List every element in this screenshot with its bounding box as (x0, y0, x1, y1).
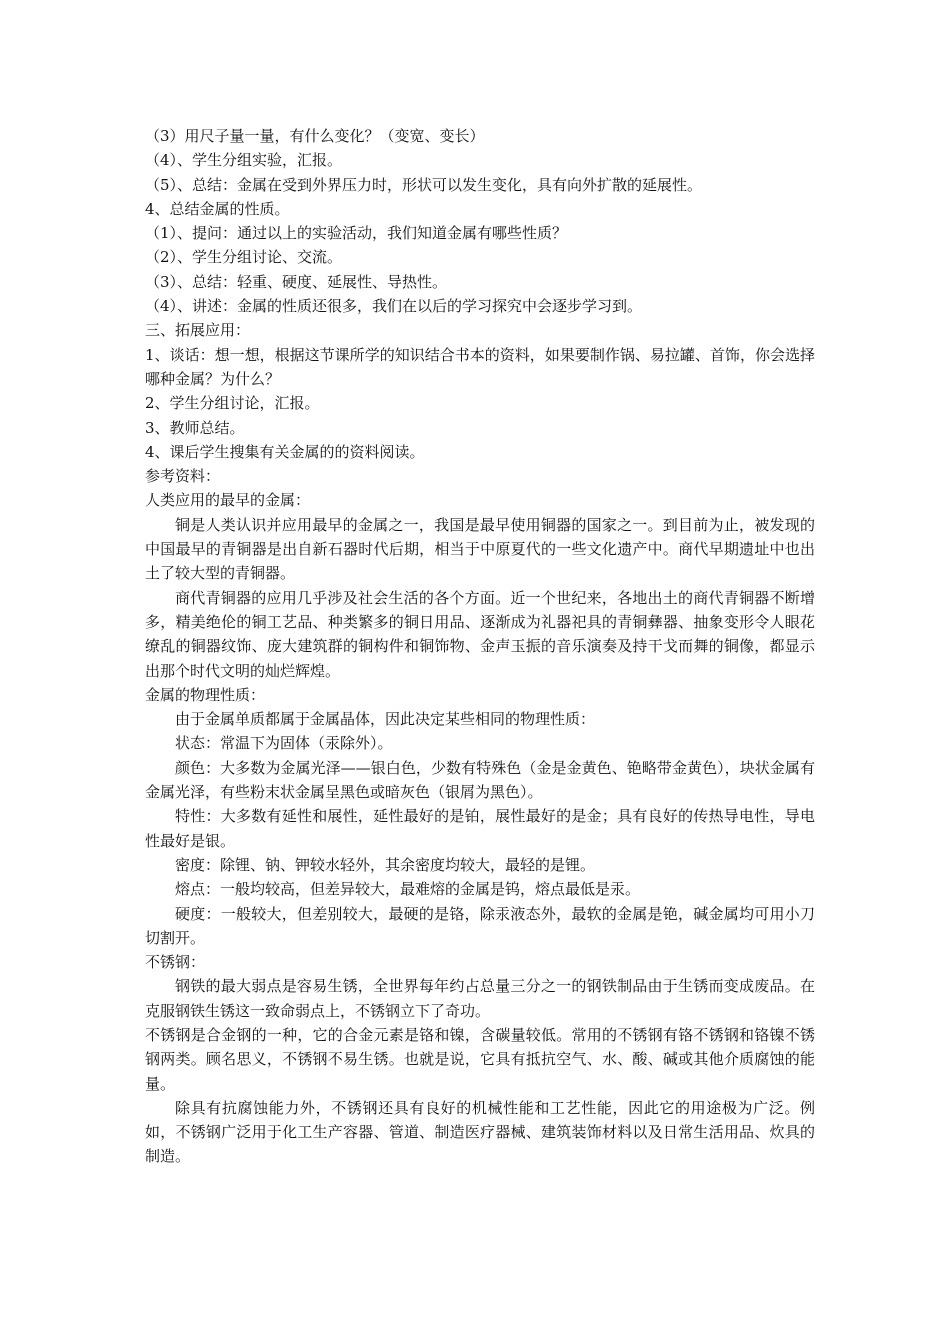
document-body (145, 124, 815, 1169)
paragraph: 熔点：一般均较高，但差异较大，最难熔的金属是钨，熔点最低是汞。 (175, 880, 641, 899)
paragraph: 钢铁的最大弱点是容易生锈，全世界每年约占总量三分之一的钢铁制品由于生锈而变成废品。在克服钢铁生锈这一致命弱点上，不锈钢立下了奇功。 (145, 977, 815, 1020)
paragraph: 铜是人类认识并应用最早的金属之一，我国是最早使用铜器的国家之一。到目前为止，被发现的中国最早的青铜器是出自新石器时代后期，相当于中原夏代的一些文化遗产中。商代早期遗址中也出土了较大型的青铜器。 (145, 515, 815, 583)
paragraph-line: （3）用尺子量一量，有什么变化？（变宽、变长） (145, 127, 485, 145)
paragraph-line: 2、学生分组讨论，汇报。 (145, 394, 320, 413)
paragraph-line: 4、课后学生搜集有关金属的的资料阅读。 (145, 442, 425, 461)
section-heading: 人类应用的最早的金属： (145, 491, 311, 510)
paragraph: 颜色：大多数为金属光泽——银白色，少数有特殊色（金是金黄色、铯略带金黄色），块状金属有金属光泽，有些粉末状金属呈黑色或暗灰色（银屑为黑色）。 (145, 758, 815, 802)
paragraph: 特性：大多数有延性和展性，延性最好的是铂，展性最好的是金；具有良好的传热导电性，导电性最好是银。 (145, 807, 815, 850)
paragraph-line: （2）、学生分组讨论、交流。 (145, 248, 343, 267)
paragraph: 除具有抗腐蚀能力外，不锈钢还具有良好的机械性能和工艺性能，因此它的用途极为广泛。例如，不锈钢广泛用于化工生产容器、管道、制造医疗器械、建筑装饰材料以及日常生活用品、炊具的制造。 (145, 1098, 815, 1166)
section-heading: 不锈钢： (145, 953, 206, 972)
paragraph: 密度：除锂、钠、钾较水轻外，其余密度均较大，最轻的是锂。 (175, 855, 596, 874)
paragraph-line: 1、谈话：想一想，根据这节课所学的知识结合书本的资料，如果要制作锅、易拉罐、首饰，你会选择哪种金属？为什么？ (145, 345, 815, 388)
paragraph: 不锈钢是合金钢的一种，它的合金元素是铬和镍，含碳量较低。常用的不锈钢有铬不锈钢和铬镍不锈钢两类。顾名思义，不锈钢不易生锈。也就是说，它具有抵抗空气、水、酸、碱或其他介质腐蚀的能量。 (145, 1025, 815, 1093)
paragraph-line: （4）、讲述：金属的性质还很多，我们在以后的学习探究中会逐步学习到。 (145, 297, 643, 316)
paragraph-line: （1）、提问：通过以上的实验活动，我们知道金属有哪些性质？ (145, 224, 568, 243)
paragraph-line: （4）、学生分组实验，汇报。 (145, 151, 343, 170)
paragraph-line: （5）、总结：金属在受到外界压力时，形状可以发生变化，具有向外扩散的延展性。 (145, 175, 703, 194)
section-heading: 参考资料： (145, 467, 221, 486)
paragraph: 状态：常温下为固体（汞除外）。 (175, 734, 393, 753)
section-heading: 三、拓展应用： (145, 321, 251, 340)
paragraph-line: 3、教师总结。 (145, 418, 245, 437)
paragraph: 由于金属单质都属于金属晶体，因此决定某些相同的物理性质： (175, 710, 596, 729)
section-heading: 4、总结金属的性质。 (145, 199, 290, 218)
section-heading: 金属的物理性质： (145, 685, 266, 704)
paragraph: 硬度：一般较大，但差别较大，最硬的是铬，除汞液态外，最软的金属是铯，碱金属均可用小刀切割开。 (145, 904, 815, 947)
paragraph: 商代青铜器的应用几乎涉及社会生活的各个方面。近一个世纪来，各地出土的商代青铜器不断增多，精美绝伦的铜工艺品、种类繁多的铜日用品、逐渐成为礼器祀具的青铜彝器、抽象变形令人眼花缭乱的铜器纹饰、庞大建筑群的铜构件和铜饰物、金声玉振的音乐演奏及持干戈而舞的铜像，都显示出那个时代文明的灿烂辉煌。 (145, 588, 815, 680)
paragraph-line: （3）、总结：轻重、硬度、延展性、导热性。 (145, 272, 448, 291)
